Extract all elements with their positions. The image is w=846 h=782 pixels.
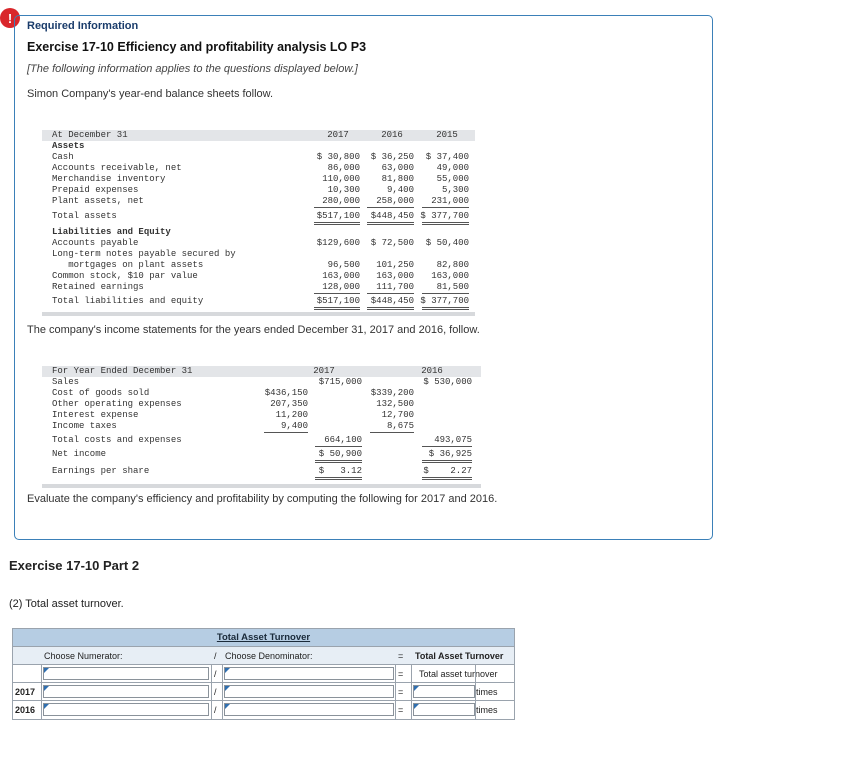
denominator-select-2017[interactable] — [224, 685, 394, 698]
balance-row-label: Total liabilities and equity — [52, 296, 204, 306]
equals-symbol: = — [398, 651, 404, 661]
income-cell: $ 3.12 — [318, 466, 362, 476]
numerator-label: Choose Numerator: — [44, 651, 123, 661]
balance-row-label: Long-term notes payable secured by — [52, 249, 236, 259]
balance-cell: 5,300 — [441, 185, 469, 195]
income-statement — [42, 366, 481, 490]
divide-symbol: / — [214, 669, 217, 679]
total-asset-turnover-grid — [12, 628, 515, 720]
exercise-title: Exercise 17-10 Efficiency and profitability analysis LO P3 — [27, 40, 367, 54]
unit-label: times — [476, 687, 498, 697]
balance-cell: $ 37,400 — [425, 152, 469, 162]
income-header-2016: 2016 — [421, 366, 443, 376]
grid-title-bar — [13, 629, 514, 646]
equals-symbol: = — [398, 687, 404, 697]
balance-header-2015: 2015 — [436, 130, 458, 140]
balance-cell: $517,100 — [316, 211, 360, 221]
balance-cell: 258,000 — [376, 196, 414, 206]
balance-row-label: Total assets — [52, 211, 117, 221]
assets-heading: Assets — [52, 141, 85, 151]
result-input-2016[interactable] — [413, 703, 475, 716]
balance-cell: $ 377,700 — [420, 211, 469, 221]
divide-symbol: / — [214, 705, 217, 715]
balance-intro: Simon Company's year-end balance sheets follow. — [27, 88, 274, 100]
balance-row-label: Common stock, $10 par value — [52, 271, 198, 281]
income-row-label: Income taxes — [52, 421, 117, 431]
balance-header-2017: 2017 — [327, 130, 349, 140]
balance-cell: 111,700 — [376, 282, 414, 292]
applies-note: [The following information applies to the questions displayed below.] — [27, 63, 358, 75]
balance-cell: $448,450 — [370, 211, 414, 221]
balance-cell: $ 30,800 — [316, 152, 360, 162]
row-year: 2016 — [15, 705, 36, 715]
denominator-select-2016[interactable] — [224, 703, 394, 716]
balance-cell: $448,450 — [370, 296, 414, 306]
income-cell: 9,400 — [280, 421, 308, 431]
balance-cell: 163,000 — [431, 271, 469, 281]
balance-header-label: At December 31 — [52, 130, 128, 140]
income-cell: 207,350 — [270, 399, 308, 409]
income-cell: $339,200 — [370, 388, 414, 398]
balance-row-label: Plant assets, net — [52, 196, 144, 206]
income-cell: $715,000 — [318, 377, 362, 387]
income-cell: 8,675 — [386, 421, 414, 431]
balance-cell: $ 72,500 — [370, 238, 414, 248]
balance-header-2016: 2016 — [381, 130, 403, 140]
grid-row-2016 — [13, 700, 514, 720]
balance-row-label: Retained earnings — [52, 282, 144, 292]
balance-cell: $ 377,700 — [420, 296, 469, 306]
income-header-2017: 2017 — [313, 366, 335, 376]
divide-symbol: / — [214, 651, 217, 661]
denominator-label: Choose Denominator: — [225, 651, 313, 661]
equals-symbol: = — [398, 669, 404, 679]
numerator-select-header[interactable] — [43, 667, 209, 680]
income-cell: 664,100 — [324, 435, 362, 445]
evaluate-instruction: Evaluate the company's efficiency and profitability by computing the following for 2017 and 2016. — [27, 493, 498, 505]
balance-cell: 81,800 — [381, 174, 414, 184]
balance-cell: $129,600 — [316, 238, 360, 248]
balance-cell: 101,250 — [376, 260, 414, 270]
balance-cell: 9,400 — [386, 185, 414, 195]
balance-row-label: mortgages on plant assets — [52, 260, 204, 270]
balance-cell: $517,100 — [316, 296, 360, 306]
denominator-select-header[interactable] — [224, 667, 394, 680]
balance-cell: 163,000 — [322, 271, 360, 281]
grid-row-2017 — [13, 682, 514, 701]
alert-icon: ! — [0, 8, 20, 28]
result-sublabel: Total asset turnover — [419, 669, 498, 679]
balance-cell: $ 50,400 — [425, 238, 469, 248]
balance-row-label: Accounts receivable, net — [52, 163, 182, 173]
balance-cell: 63,000 — [381, 163, 414, 173]
balance-sheet — [42, 130, 475, 312]
unit-label: times — [476, 705, 498, 715]
income-cell: $ 50,900 — [318, 449, 362, 459]
result-label: Total Asset Turnover — [415, 651, 504, 661]
part-question: (2) Total asset turnover. — [9, 598, 124, 610]
income-row-label: Net income — [52, 449, 107, 459]
divide-symbol: / — [214, 687, 217, 697]
income-row-label: Cost of goods sold — [52, 388, 150, 398]
income-row-label: Interest expense — [52, 410, 139, 420]
balance-cell: 10,300 — [327, 185, 360, 195]
numerator-select-2017[interactable] — [43, 685, 209, 698]
row-year: 2017 — [15, 687, 36, 697]
income-header-label: For Year Ended December 31 — [52, 366, 193, 376]
equals-symbol: = — [398, 705, 404, 715]
income-row-label: Earnings per share — [52, 466, 150, 476]
income-cell: 12,700 — [381, 410, 414, 420]
balance-cell: 82,800 — [436, 260, 469, 270]
balance-row-label: Merchandise inventory — [52, 174, 166, 184]
balance-cell: 110,000 — [322, 174, 360, 184]
balance-cell: 81,500 — [436, 282, 469, 292]
income-cell: 132,500 — [376, 399, 414, 409]
balance-cell: 96,500 — [327, 260, 360, 270]
result-input-2017[interactable] — [413, 685, 475, 698]
balance-row-label: Prepaid expenses — [52, 185, 139, 195]
income-cell: 493,075 — [434, 435, 472, 445]
income-cell: $ 2.27 — [423, 466, 472, 476]
liabilities-heading: Liabilities and Equity — [52, 227, 171, 237]
balance-cell: 231,000 — [431, 196, 469, 206]
income-row-label: Total costs and expenses — [52, 435, 182, 445]
income-row-label: Other operating expenses — [52, 399, 182, 409]
balance-cell: 280,000 — [322, 196, 360, 206]
balance-cell: 128,000 — [322, 282, 360, 292]
balance-cell: $ 36,250 — [370, 152, 414, 162]
balance-row-label: Accounts payable — [52, 238, 139, 248]
balance-cell: 49,000 — [436, 163, 469, 173]
part-title: Exercise 17-10 Part 2 — [9, 558, 140, 573]
balance-cell: 163,000 — [376, 271, 414, 281]
balance-row-label: Cash — [52, 152, 74, 162]
income-row-label: Sales — [52, 377, 80, 387]
grid-title: Total Asset Turnover — [216, 632, 311, 643]
income-cell: 11,200 — [275, 410, 308, 420]
income-intro: The company's income statements for the years ended December 31, 2017 and 2016, follow. — [27, 324, 480, 336]
required-information-title: Required Information — [27, 20, 139, 32]
income-cell: $ 530,000 — [423, 377, 472, 387]
grid-row-header — [13, 664, 514, 683]
balance-cell: 55,000 — [436, 174, 469, 184]
grid-subheader — [13, 646, 514, 665]
balance-cell: 86,000 — [327, 163, 360, 173]
income-cell: $ 36,925 — [428, 449, 472, 459]
numerator-select-2016[interactable] — [43, 703, 209, 716]
income-cell: $436,150 — [264, 388, 308, 398]
